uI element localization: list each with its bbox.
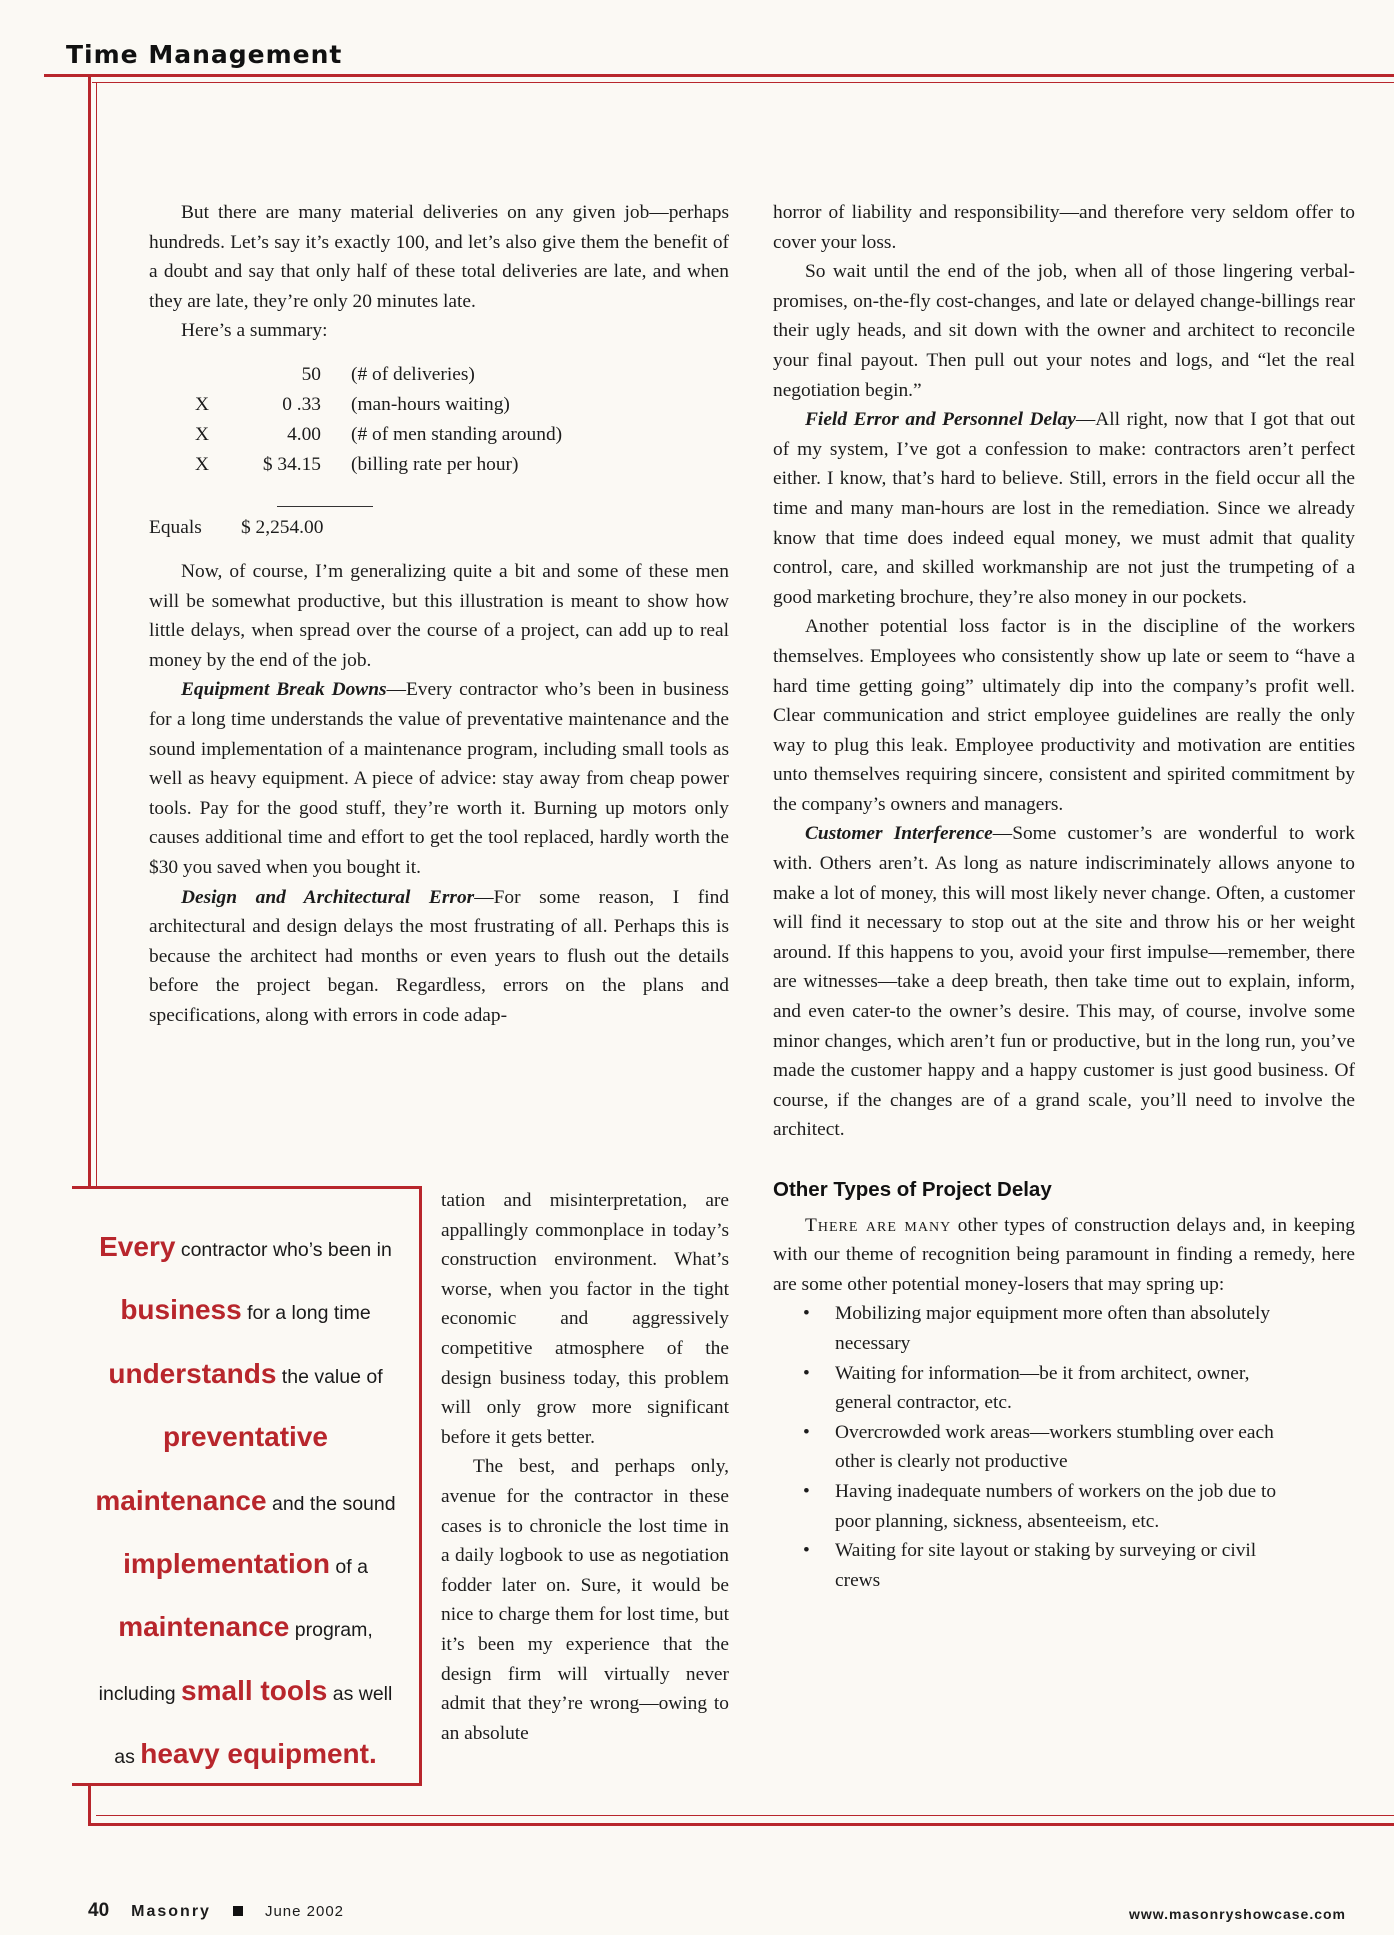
calc-description: (# of deliveries) xyxy=(351,363,475,385)
calc-description: (# of men standing around) xyxy=(351,423,563,445)
calc-row xyxy=(149,420,729,450)
list-item: • Waiting for information—be it from architect, owner, general contractor, etc. xyxy=(773,1359,1355,1418)
paragraph: tation and misinterpretation, are appallingly commonplace in today’s construction environment. What’s worse, when you factor in the tight economic and aggressively competitive atmosphere of the design business today, this problem will only grow more significant before it gets better. xyxy=(441,1190,729,1448)
pull-quote-emphasis: maintenance xyxy=(118,1611,290,1643)
left-rule xyxy=(88,74,91,1194)
pull-quote-text: contractor who’s been in xyxy=(175,1239,392,1261)
paragraph-text: —Some customer’s are wonderful to work with. Others aren’t. As long as nature indiscriminately allows anyone to make a lot of money, this will most likely never change. Often, a customer will find it necessary to stop out at the site and throw his or her weight around. If this happens to you, avoid your first impulse—remember, there are witnesses—take a deep breath, then take time out to explain, inform, and even cater-to the owner’s desire. This may, of course, involve some minor changes, which aren’t fun or productive, but in the long run, you’ve made the customer happy and a happy customer is just good business. Of course, if the changes are of a grand scale, you’ll need to involve the architect. xyxy=(773,823,1356,1141)
calc-operator: X xyxy=(195,423,210,445)
bottom-rule-thin xyxy=(96,1815,1394,1816)
inline-heading: Equipment Break Downs xyxy=(181,679,387,701)
paragraph: So wait until the end of the job, when all of those lingering verbal-promises, on-the-fly cost-changes, and late or delayed change-billings rear their ugly heads, and sit down with the owner and architect to reconcile your final payout. Then pull out your notes and logs, and “let the real negotiation begin.” xyxy=(773,261,1355,401)
article-left-column xyxy=(149,198,729,1030)
paragraph xyxy=(149,675,729,882)
paragraph-text: —Every contractor who’s been in business for a long time understands the value of preventative maintenance and the sound implementation of a maintenance program, including small tools as well as heavy equipment. A piece of advice: stay away from cheap power tools. Pay for the good stuff, they’re worth it. Burning up motors only causes additional time and effort to get the tool replaced, hardly worth the $30 you saved when you bought it. xyxy=(149,679,729,878)
calc-row xyxy=(149,390,729,420)
calc-value: 50 xyxy=(301,363,321,385)
article-wrap-column xyxy=(441,1186,729,1748)
magazine-name: Masonry xyxy=(131,1903,211,1920)
paragraph: Now, of course, I’m generalizing quite a bit and some of these men will be somewhat productive, but this illustration is meant to show how little delays, when spread over the course of a project, can add up to real money by the end of the job. xyxy=(149,560,729,671)
calc-total-value: $ 2,254.00 xyxy=(241,516,324,538)
pull-quote-emphasis: understands xyxy=(108,1357,277,1389)
pull-quote-text: of a xyxy=(329,1556,368,1579)
section-title: Time Management xyxy=(66,40,343,69)
paragraph: Here’s a summary: xyxy=(181,320,328,342)
website-url: www.masonryshowcase.com xyxy=(1129,1906,1346,1922)
inline-heading: Customer Interference xyxy=(805,823,993,845)
top-rule xyxy=(44,74,1394,77)
list-item: • Having inadequate numbers of workers on the job due to poor planning, sickness, absenteeism, etc. xyxy=(773,1477,1355,1536)
paragraph-text: —For some reason, I find architectural and design delays the most frustrating of all. Perhaps this is because the architect had months or even years to flush out the details before the project began. Regardless, errors on the plans and specifications, along with errors in code adap- xyxy=(149,886,729,1026)
pull-quote-emphasis: implementation xyxy=(123,1548,330,1580)
pull-quote-emphasis: heavy equipment. xyxy=(140,1738,377,1770)
paragraph-text: —All right, now that I got that out of my system, I’ve got a confession to make: contractors aren’t perfect either. I know, that’s hard to believe. Still, errors in the field occur all the time and many man-hours are lost in the remediation. Since we already know that time does indeed equal money, we must admit that quality control, care, and skilled workmanship are not just the trumpeting of a good marketing brochure, they’re also money in our pockets. xyxy=(773,409,1355,608)
calc-value: 4.00 xyxy=(287,423,321,445)
section-subhead: Other Types of Project Delay xyxy=(773,1178,1052,1201)
pull-quote xyxy=(72,1186,422,1786)
calc-description: (billing rate per hour) xyxy=(351,453,519,475)
paragraph: The best, and perhaps only, avenue for the contractor in these cases is to chronicle the lost time in a daily logbook to use as negotiation fodder later on. Sure, it would be nice to charge them for lost time, but it’s been my experience that the design firm will virtually never admit that they’re wrong—owing to an absolute xyxy=(441,1456,729,1744)
pull-quote-emphasis: business xyxy=(120,1294,242,1326)
lead-in-caps: There are many xyxy=(805,1214,952,1236)
calc-total-label: Equals xyxy=(149,516,202,538)
paragraph: Another potential loss factor is in the discipline of the workers themselves. Employees who consistently show up late or seem to “have a hard time getting going” ultimately dip into the company’s profit well. Clear communication and strict employee guidelines are really the only way to plug this leak. Employee productivity and motivation are entities unto themselves requiring sincere, consistent and spirited commitment by the company’s owners and managers. xyxy=(773,616,1355,815)
issue-date: June 2002 xyxy=(264,1903,345,1920)
pull-quote-emphasis: Every xyxy=(99,1231,176,1262)
paragraph: horror of liability and responsibility—and therefore very seldom offer to cover your loss. xyxy=(773,202,1355,253)
paragraph: But there are many material deliveries on any given job—perhaps hundreds. Let’s say it’s exactly 100, and let’s also give them the benefit of a doubt and say that only half of these total deliveries are late, and when they are late, they’re only 20 minutes late. xyxy=(149,202,729,312)
paragraph xyxy=(773,405,1355,612)
calc-operator xyxy=(149,360,241,390)
calc-total-row xyxy=(149,513,729,543)
inline-heading: Field Error and Personnel Delay xyxy=(805,409,1076,431)
bottom-rule xyxy=(88,1823,1394,1826)
pull-quote-emphasis: preventative maintenance xyxy=(95,1421,328,1516)
list-item: • Mobilizing major equipment more often than absolutely necessary xyxy=(773,1299,1355,1358)
article-right-column xyxy=(773,198,1355,1595)
calc-operator: X xyxy=(195,393,210,415)
pull-quote-text: for a long time xyxy=(241,1302,371,1325)
pull-quote-text: as well as xyxy=(114,1682,393,1769)
cost-calculation xyxy=(149,360,729,543)
paragraph xyxy=(773,819,1355,1145)
paragraph xyxy=(149,883,729,1031)
delay-list xyxy=(773,1299,1355,1595)
paragraph-text: other types of construction delays and, in keeping with our theme of recognition being paramount in finding a remedy, here are some other potential money-losers that may spring up: xyxy=(773,1214,1355,1295)
page-number: 40 xyxy=(88,1900,110,1921)
calc-total-rule xyxy=(277,506,373,507)
pull-quote-emphasis: small tools xyxy=(181,1674,328,1706)
calc-value: $ 34.15 xyxy=(262,453,321,475)
square-bullet-icon xyxy=(233,1906,243,1916)
pull-quote-text: the value of xyxy=(276,1365,383,1388)
left-rule-bottom xyxy=(88,1780,91,1826)
calc-value: 0 .33 xyxy=(282,393,321,415)
footer-left xyxy=(88,1900,344,1922)
inline-heading: Design and Architectural Error xyxy=(181,886,475,908)
calc-operator: X xyxy=(195,453,210,475)
list-item: • Waiting for site layout or staking by surveying or civil crews xyxy=(773,1536,1355,1595)
left-rule-thin xyxy=(96,82,97,1194)
pull-quote-text: and the sound xyxy=(266,1492,396,1515)
list-item: • Overcrowded work areas—workers stumbling over each other is clearly not productive xyxy=(773,1418,1355,1477)
top-rule-thin xyxy=(92,82,1394,83)
calc-row xyxy=(149,360,729,390)
pull-quote-text: program, including xyxy=(98,1619,373,1705)
calc-description: (man-hours waiting) xyxy=(351,393,510,415)
paragraph xyxy=(773,1211,1355,1300)
calc-row xyxy=(149,450,729,480)
